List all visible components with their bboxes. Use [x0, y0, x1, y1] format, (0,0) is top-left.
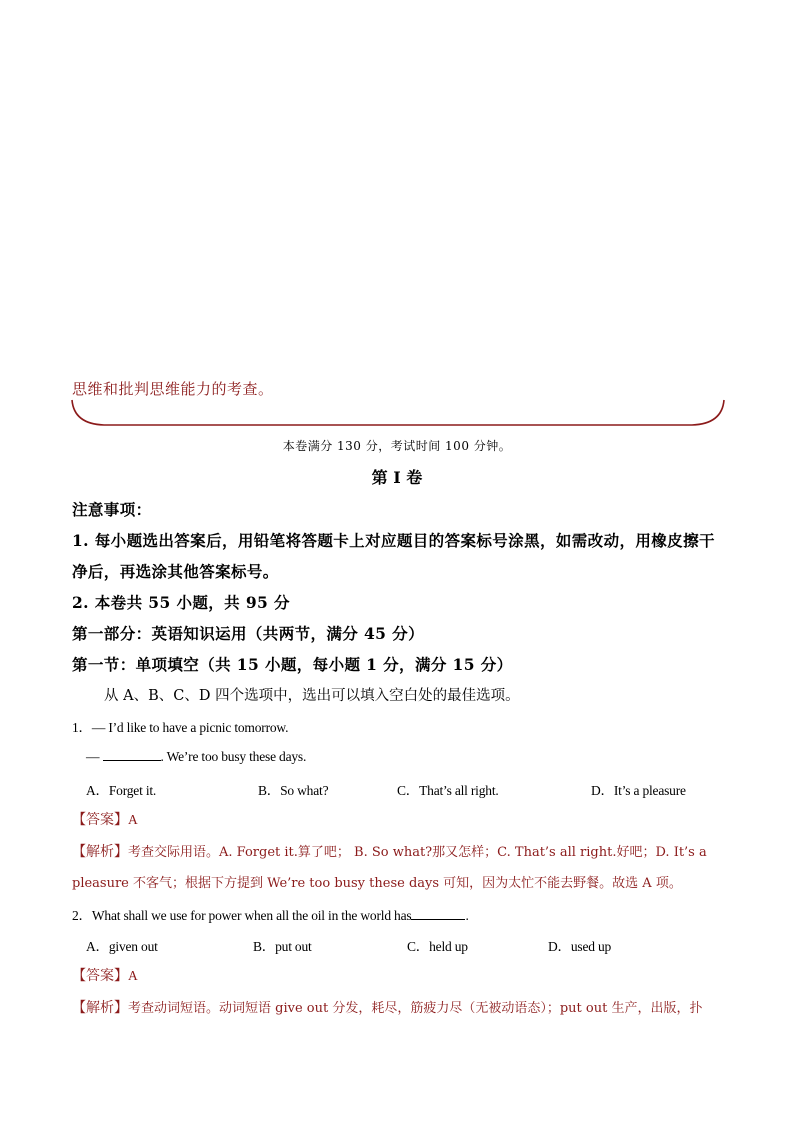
- answer-value: A: [128, 968, 138, 983]
- question-2-answer: [72, 965, 138, 985]
- question-1-option-c: C．That’s all right.: [397, 783, 499, 798]
- analysis-tag: 【解析】: [72, 1000, 128, 1016]
- score-note: 本卷满分 130 分，考试时间 100 分钟。: [282, 439, 512, 453]
- analysis-tag: 【解析】: [72, 844, 128, 860]
- question-1-line-2-text: . We’re too busy these days.: [160, 749, 307, 764]
- answer-blank: [411, 907, 465, 920]
- question-2-analysis-line-1: [72, 997, 702, 1017]
- question-1-option-d: D．It’s a pleasure: [591, 783, 686, 798]
- question-1-option-b: B．So what?: [258, 783, 329, 798]
- answer-value: A: [128, 812, 138, 827]
- question-1-line-2: [86, 748, 306, 765]
- notes-heading: 注意事项：: [72, 500, 152, 519]
- analysis-text: 考查动词短语。动词短语 give out 分发，耗尽，筋疲力尽（无被动语态）；put out 生产，出版，扑: [128, 1001, 703, 1016]
- analysis-text: 考查交际用语。A. Forget it.算了吧； B. So what?那又怎样；C. That’s all right.好吧；D. It’s a: [128, 845, 707, 860]
- question-1-option-a: A．Forget it.: [86, 783, 157, 798]
- section-divider-curve: [70, 398, 726, 430]
- question-2-stem-end: .: [465, 908, 469, 923]
- answer-blank: [103, 748, 161, 761]
- part1-heading: 第一部分：英语知识运用（共两节，满分 45 分）: [72, 624, 424, 643]
- question-2-stem-text: 2．What shall we use for power when all the oil in the world has: [72, 908, 412, 923]
- question-1-analysis-line-1: [72, 841, 707, 861]
- question-2-option-a: A．given out: [86, 939, 158, 954]
- question-2-option-d: D．used up: [548, 939, 612, 954]
- notes-item-1-line-1: 1. 每小题选出答案后，用铅笔将答题卡上对应题目的答案标号涂黑，如需改动，用橡皮擦干: [72, 531, 715, 550]
- question-1-analysis-line-2: pleasure 不客气；根据下方提到 We’re too busy these days 可知，因为太忙不能去野餐。故选 A 项。: [72, 876, 682, 891]
- answer-tag: 【答案】: [72, 812, 128, 828]
- question-2-option-b: B．put out: [253, 939, 312, 954]
- notes-item-2: 2. 本卷共 55 小题，共 95 分: [72, 593, 290, 612]
- volume-title: 第 I 卷: [371, 468, 423, 487]
- dash: —: [86, 749, 100, 764]
- answer-tag: 【答案】: [72, 968, 128, 984]
- question-2-stem: [72, 904, 469, 924]
- notes-item-1-line-2: 净后，再选涂其他答案标号。: [72, 562, 279, 581]
- question-1-line-1: 1．— I’d like to have a picnic tomorrow.: [72, 720, 289, 735]
- instruction-text: 从 A、B、C、D 四个选项中，选出可以填入空白处的最佳选项。: [104, 688, 520, 704]
- intro-text: 思维和批判思维能力的考查。: [72, 380, 274, 398]
- question-1-answer: [72, 809, 138, 829]
- section1-heading: 第一节：单项填空（共 15 小题，每小题 1 分，满分 15 分）: [72, 655, 513, 674]
- question-2-option-c: C．held up: [407, 939, 468, 954]
